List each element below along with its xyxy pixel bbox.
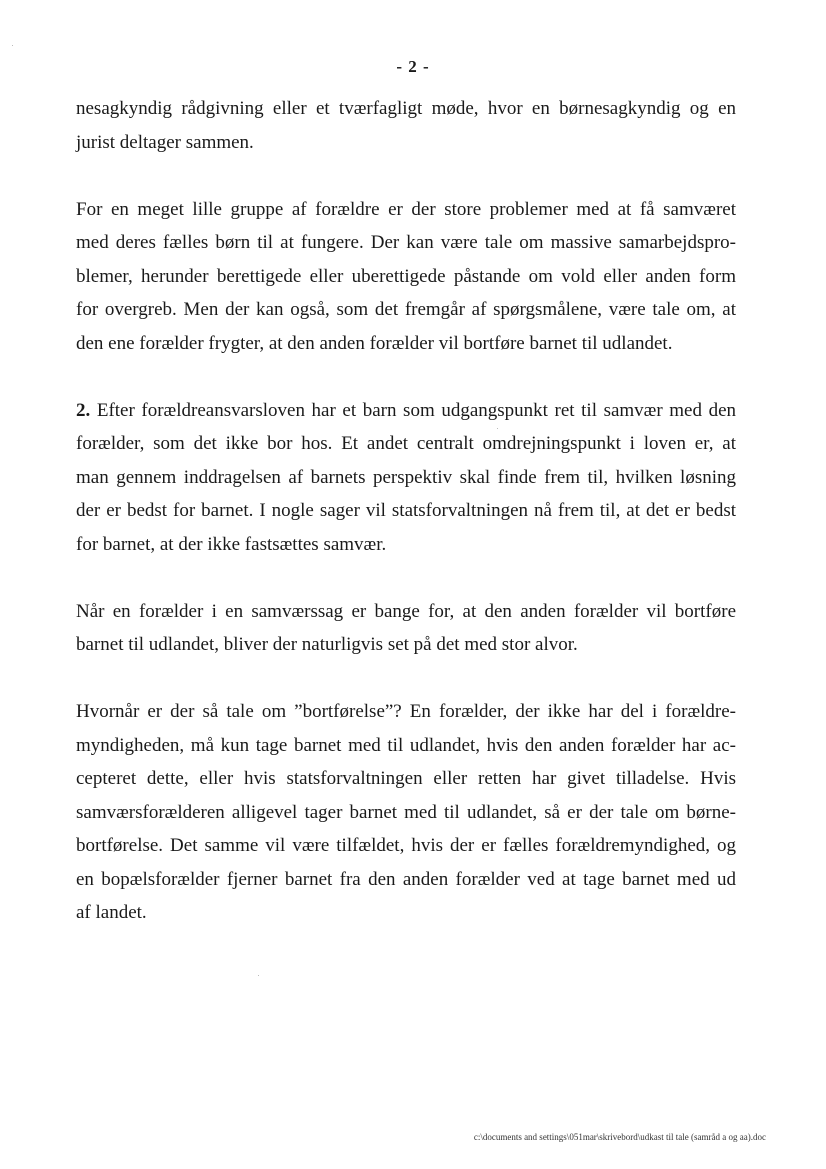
text-line: cepteret dette, eller hvis statsforvaltningen eller retten har givet tilladelse. Hvis	[76, 768, 736, 789]
text-line: for overgreb. Men der kan også, som det fremgår af spørgsmålene, være tale om, at	[76, 299, 736, 320]
text-line: bortførelse. Det samme vil være tilfældet, hvis der er fælles forældremyndighed, og	[76, 835, 736, 856]
paragraph-4	[76, 595, 736, 662]
text-line: en bopælsforælder fjerner barnet fra den anden forælder ved at tage barnet med ud	[76, 868, 736, 890]
paragraph-5	[76, 695, 736, 930]
page-number: - 2 -	[396, 57, 430, 76]
text-line: For en meget lille gruppe af forældre er der store problemer med at få samværet	[76, 198, 736, 220]
paragraph-3	[76, 394, 736, 562]
text-line: den ene forælder frygter, at den anden forælder vil bortføre barnet til udlandet.	[76, 332, 673, 354]
text-line: der er bedst for barnet. I nogle sager vil statsforvaltningen nå frem til, at det er bedst	[76, 500, 736, 521]
text-line: Når en forælder i en samværssag er bange for, at den anden forælder vil bortføre	[76, 600, 736, 622]
text-line: for barnet, at der ikke fastsættes samvær.	[76, 533, 387, 555]
text-line: med deres fælles børn til at fungere. Der kan være tale om massive samarbejdspro-	[76, 232, 736, 253]
scan-speck	[258, 975, 259, 976]
text-line: man gennem inddragelsen af barnets perspektiv skal finde frem til, hvilken løsning	[76, 466, 736, 488]
text-line: nesagkyndig rådgivning eller et tværfagligt møde, hvor en børnesagkyndig og en	[76, 98, 736, 119]
text-line: blemer, herunder berettigede eller uberettigede påstande om vold eller anden form	[76, 265, 736, 287]
scan-speck	[12, 45, 13, 46]
text-line: af landet.	[76, 902, 147, 923]
text-line: myndigheden, må kun tage barnet med til udlandet, hvis den anden forælder har ac-	[76, 734, 736, 756]
text-line: barnet til udlandet, bliver der naturligvis set på det med stor alvor.	[76, 634, 578, 655]
footer-file-path: c:\documents and settings\051mar\skrivebord\udkast til tale (samråd a og aa).doc	[473, 1132, 766, 1142]
paragraph-2	[76, 193, 736, 361]
text-line: Hvornår er der så tale om ”bortførelse”? En forælder, der ikke har del i forældre-	[76, 701, 736, 722]
text-line-with-section	[76, 394, 736, 428]
text-line: forælder, som det ikke bor hos. Et andet centralt omdrejningspunkt i loven er, at	[76, 433, 736, 454]
text-line: samværsforælderen alligevel tager barnet med til udlandet, så er der tale om børne-	[76, 801, 736, 823]
text-line: Efter forældreansvarsloven har et barn som udgangspunkt ret til samvær med den	[90, 399, 736, 421]
scan-speck	[497, 428, 498, 429]
document-body	[76, 92, 736, 963]
section-number: 2.	[76, 399, 91, 421]
paragraph-1	[76, 92, 736, 159]
text-line: jurist deltager sammen.	[76, 131, 254, 153]
